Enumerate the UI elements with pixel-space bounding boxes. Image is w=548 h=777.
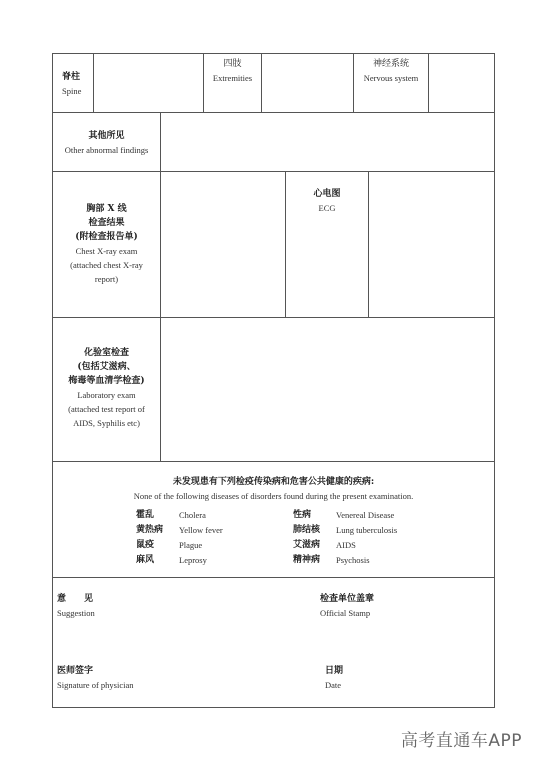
- lab-label-zh-1: 化验室检查: [83, 348, 129, 358]
- official-stamp-label-zh: 检查单位盖章: [320, 594, 375, 604]
- disease-en: Leprosy: [179, 555, 207, 565]
- nervous-label-en: Nervous system: [363, 73, 419, 83]
- disease-en: Yellow fever: [179, 525, 223, 535]
- nervous-label-cell: [354, 54, 429, 112]
- disease-zh: 精神病: [293, 555, 321, 565]
- disease-en: Psychosis: [336, 555, 370, 565]
- diseases-title-en: None of the following diseases of disorders found during the present examination.: [133, 491, 414, 501]
- date-block[interactable]: [325, 664, 343, 692]
- lab-value-cell[interactable]: [161, 318, 494, 461]
- lab-label-en-1: Laboratory exam: [77, 390, 136, 400]
- diseases-title-zh: 未发现患有下列检疫传染病和危害公共健康的疾病:: [172, 477, 375, 487]
- row-other-findings: [53, 113, 494, 172]
- lab-label-zh-3: 梅毒等血清学检查): [68, 376, 145, 386]
- other-findings-label-en: Other abnormal findings: [64, 145, 149, 155]
- row-spine-extremities-nervous: [53, 54, 494, 113]
- xray-label-en-3: report): [94, 274, 119, 284]
- xray-label-cell: [53, 172, 161, 317]
- disease-zh: 肺结核: [293, 525, 321, 535]
- disease-zh: 艾滋病: [293, 540, 321, 550]
- watermark-text: 高考直通车APP: [400, 731, 522, 751]
- official-stamp-label-en: Official Stamp: [320, 608, 371, 618]
- spine-label-zh: 脊柱: [62, 72, 81, 82]
- xray-label-en-2: (attached chest X-ray: [70, 260, 143, 270]
- other-findings-value-cell[interactable]: [161, 113, 494, 171]
- disease-zh: 麻风: [136, 555, 155, 565]
- extremities-label-zh: 四肢: [223, 59, 242, 69]
- xray-label-en-1: Chest X-ray exam: [75, 246, 138, 256]
- extremities-label-en: Extremities: [212, 73, 253, 83]
- row-suggestion-signature: [53, 578, 494, 709]
- nervous-value-cell[interactable]: [429, 54, 494, 112]
- lab-label-zh-2: (包括艾滋病、: [77, 362, 136, 372]
- spine-value-cell[interactable]: [94, 54, 204, 112]
- physician-signature-block[interactable]: [57, 664, 133, 692]
- extremities-label-cell: [204, 54, 262, 112]
- row-chest-xray-ecg: [53, 172, 494, 318]
- suggestion-block[interactable]: [57, 592, 95, 620]
- disease-en: Cholera: [179, 510, 206, 520]
- disease-zh: 黄热病: [136, 525, 164, 535]
- extremities-value-cell[interactable]: [262, 54, 354, 112]
- suggestion-label-en: Suggestion: [57, 608, 95, 618]
- physician-signature-label-en: Signature of physician: [57, 680, 134, 690]
- other-findings-label-zh: 其他所见: [88, 131, 125, 141]
- xray-label-zh-2: 检查结果: [88, 218, 125, 228]
- disease-en: Venereal Disease: [336, 510, 395, 520]
- xray-label-zh-1: 胸部 X 线: [86, 204, 127, 214]
- official-stamp-block[interactable]: [320, 592, 374, 620]
- nervous-label-zh: 神经系统: [372, 59, 409, 69]
- spine-label-cell: [53, 54, 94, 112]
- disease-en: Lung tuberculosis: [336, 525, 398, 535]
- ecg-label-en: ECG: [318, 203, 336, 213]
- spine-label-en: Spine: [62, 86, 82, 96]
- other-findings-label-cell: [53, 113, 161, 171]
- date-label-en: Date: [325, 680, 342, 690]
- xray-label-zh-3: (附检查报告单): [75, 232, 138, 242]
- ecg-label-zh: 心电图: [313, 189, 341, 199]
- physician-signature-label-zh: 医师签字: [57, 666, 94, 676]
- disease-en: AIDS: [336, 540, 356, 550]
- disease-zh: 霍乱: [136, 510, 155, 520]
- disease-zh: 性病: [293, 510, 312, 520]
- lab-label-cell: [53, 318, 161, 461]
- lab-label-en-3: AIDS, Syphilis etc): [73, 418, 140, 428]
- lab-label-en-2: (attached test report of: [68, 404, 145, 414]
- suggestion-label-zh: 意 见: [57, 594, 94, 604]
- disease-zh: 鼠疫: [136, 540, 155, 550]
- ecg-label-cell: [286, 172, 369, 317]
- row-laboratory-exam: [53, 318, 494, 462]
- ecg-value-cell[interactable]: [369, 172, 494, 317]
- medical-exam-form: [52, 53, 495, 708]
- row-diseases-declaration: [53, 462, 494, 578]
- xray-value-cell[interactable]: [161, 172, 286, 317]
- date-label-zh: 日期: [325, 666, 344, 676]
- disease-en: Plague: [179, 540, 203, 550]
